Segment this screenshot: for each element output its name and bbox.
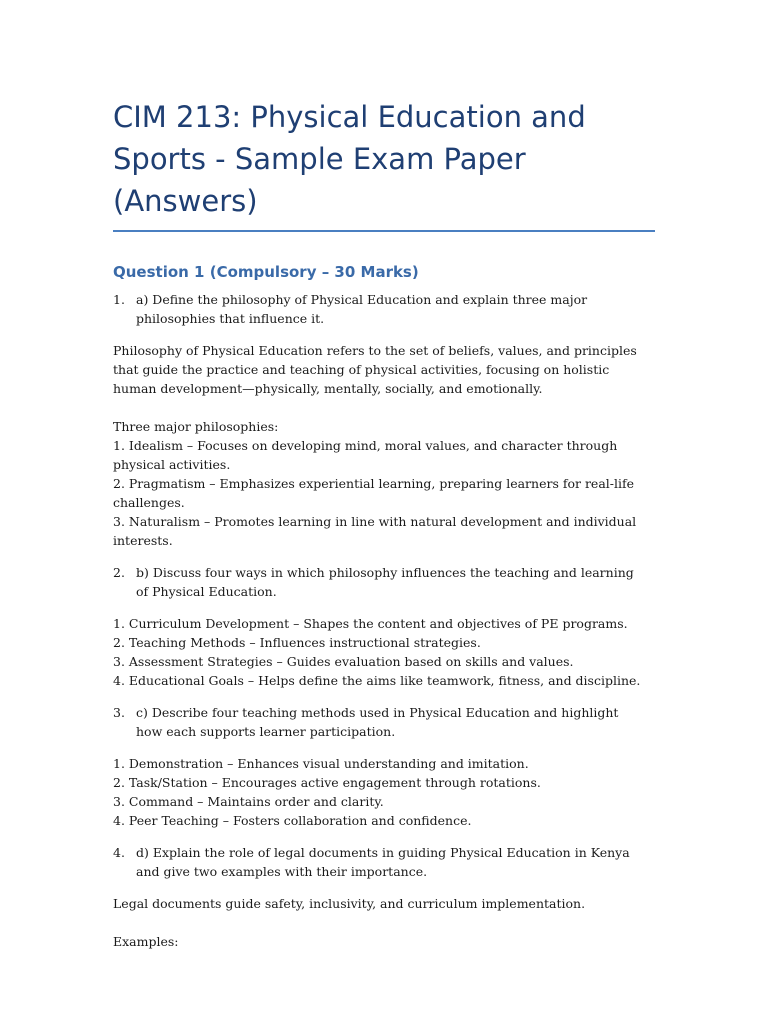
answer-list-item: 2. Pragmatism – Emphasizes experiential learning, preparing learners for real-life challenges. <box>113 476 635 510</box>
title-divider <box>113 230 655 232</box>
page-title: CIM 213: Physical Education and Sports - Sample Exam Paper (Answers) <box>113 100 586 218</box>
question-number: 4. <box>113 845 125 860</box>
answer-list <box>113 754 643 830</box>
answer-paragraph: Legal documents guide safety, inclusivity, and curriculum implementation. <box>113 896 586 911</box>
question-text: b) Discuss four ways in which philosophy influences the teaching and learning of Physical Education. <box>136 565 634 599</box>
answer-list-item: 3. Command – Maintains order and clarity. <box>113 794 384 809</box>
answer-list <box>113 614 643 690</box>
question-item <box>113 703 643 741</box>
answer-list-item: 1. Curriculum Development – Shapes the content and objectives of PE programs. <box>113 616 628 631</box>
answer-paragraph: Philosophy of Physical Education refers to the set of beliefs, values, and principles that guide the practice and teaching of physical activities, focusing on holistic human development—physically, mentally, socially, and emotionally. <box>113 343 637 396</box>
answer-list <box>113 417 643 550</box>
question-number: 2. <box>113 565 125 580</box>
answer-list-title: Three major philosophies: <box>113 419 279 434</box>
question-text: d) Explain the role of legal documents in guiding Physical Education in Kenya and give two examples with their importance. <box>136 845 630 879</box>
section-heading: Question 1 (Compulsory – 30 Marks) <box>113 263 419 281</box>
answer-examples-label: Examples: <box>113 934 179 949</box>
answer-list-item: 2. Teaching Methods – Influences instructional strategies. <box>113 635 481 650</box>
question-item <box>113 563 643 601</box>
answer-list-item: 4. Educational Goals – Helps define the aims like teamwork, fitness, and discipline. <box>113 673 641 688</box>
question-text: c) Describe four teaching methods used in Physical Education and highlight how each supports learner participation. <box>136 705 619 739</box>
answer-list-item: 1. Demonstration – Enhances visual understanding and imitation. <box>113 756 529 771</box>
answer-list-item: 1. Idealism – Focuses on developing mind, moral values, and character through physical activities. <box>113 438 618 472</box>
answer-list-item: 2. Task/Station – Encourages active engagement through rotations. <box>113 775 541 790</box>
answer-list-item: 3. Assessment Strategies – Guides evaluation based on skills and values. <box>113 654 574 669</box>
question-text: a) Define the philosophy of Physical Education and explain three major philosophies that influence it. <box>136 292 588 326</box>
question-number: 1. <box>113 292 125 307</box>
answer-list-item: 3. Naturalism – Promotes learning in line with natural development and individual interests. <box>113 514 637 548</box>
document-page <box>113 96 643 964</box>
question-item <box>113 843 643 881</box>
question-item <box>113 290 643 328</box>
answer-list-item: 4. Peer Teaching – Fosters collaboration and confidence. <box>113 813 472 828</box>
question-number: 3. <box>113 705 125 720</box>
